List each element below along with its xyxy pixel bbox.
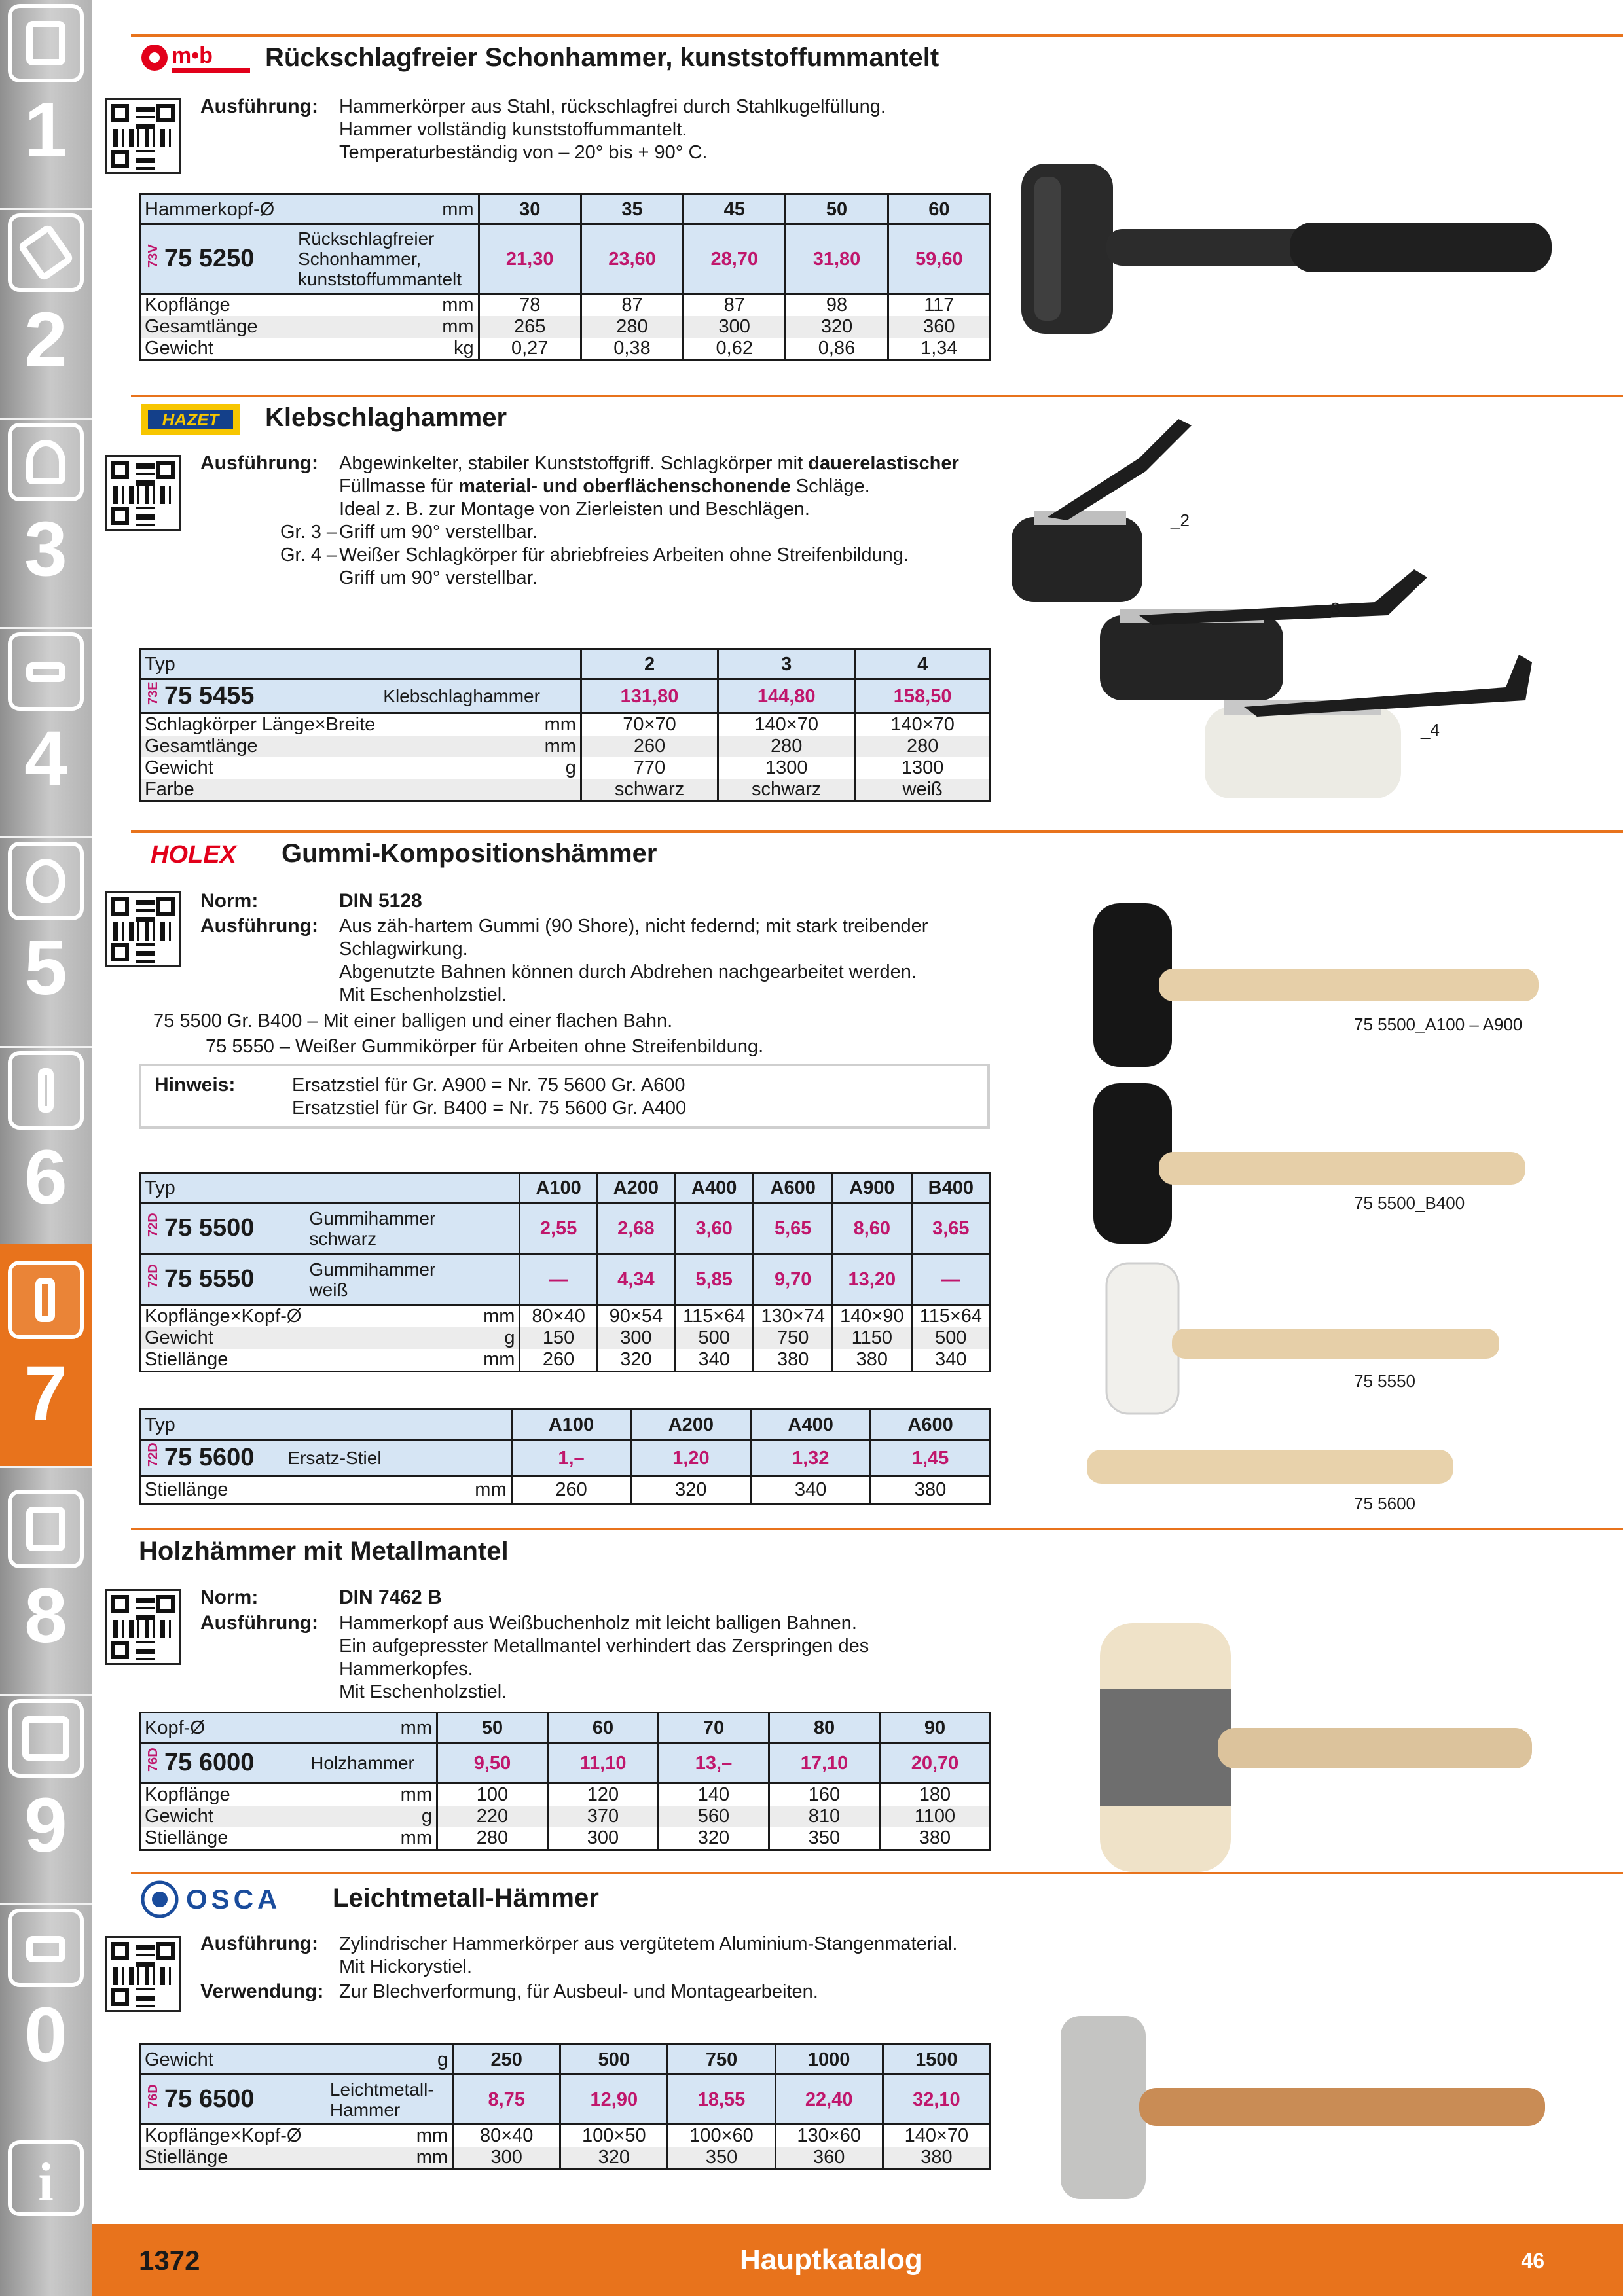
chapter-number: 7	[24, 1350, 67, 1437]
product-table-756000: Kopf-Ø mm 50 60 70 80 90 76D 75 6000 Holzhammer 9,50 11,10 13,– 17,10 20,70 Kopflänge mm 100 120 140 160 180 Gewicht g 220 370 560 810 1100 Stiellänge mm 280 300 320 350 380	[139, 1712, 991, 1851]
section-divider	[131, 830, 1623, 833]
price: 4,34	[597, 1254, 674, 1305]
hint-line: Ersatzstiel für Gr. B400 = Nr. 75 5600 Gr. A400	[292, 1098, 687, 1119]
price: 18,55	[668, 2075, 775, 2125]
section-title: Klebschlaghammer	[265, 403, 507, 432]
brand-text: HAZET	[162, 410, 219, 429]
description-line: Mit Eschenholzstiel.	[339, 1681, 507, 1702]
verwendung-label: Verwendung:	[200, 1981, 324, 2002]
ausfuehrung-label: Ausführung:	[200, 1933, 318, 1954]
saw-blade-icon	[8, 842, 84, 920]
osca-brand-logo	[139, 1878, 322, 1920]
chapter-tab-8[interactable]	[0, 1486, 92, 1695]
mb-brand-logo	[137, 41, 255, 76]
description-line: Griff um 90° verstellbar.	[339, 522, 538, 543]
price: 12,90	[560, 2075, 668, 2125]
price: 8,75	[453, 2075, 560, 2125]
chapter-tab-4[interactable]	[0, 628, 92, 838]
price: 13,–	[658, 1743, 769, 1784]
description-line: Mit Hickorystiel.	[339, 1956, 473, 1977]
qr-code[interactable]	[105, 1589, 181, 1665]
section-title: Holzhämmer mit Metallmantel	[139, 1537, 509, 1566]
holex-brand-logo	[149, 838, 261, 870]
image-caption: 75 5550	[1354, 1371, 1415, 1391]
price: 1,–	[511, 1440, 631, 1477]
product-table-755455: Typ 2 3 4 73E 75 5455 Klebschlaghammer 131,80 144,80 158,50 Schlagkörper Länge×Breite mm 70×70 140×70 140×70 Gesamtlänge mm 260 280 280 Gewicht g 770 1300 1300 Farbe schwarz schwarz weiß	[139, 648, 991, 802]
image-caption: 75 5600	[1354, 1494, 1415, 1513]
description-line: Füllmasse für material- und oberflächenschonende Schläge.	[339, 476, 870, 497]
qr-code[interactable]	[105, 891, 181, 967]
description-line: Ein aufgepresster Metallmantel verhindert das Zerspringen des	[339, 1636, 869, 1657]
dead-blow-hammer-image	[1015, 157, 1604, 353]
price: 5,65	[754, 1203, 833, 1254]
hint-box	[139, 1064, 990, 1129]
description-line: Mit Eschenholzstiel.	[339, 984, 507, 1005]
product-table-756500: Gewicht g 250 500 750 1000 1500 76D 75 6500 Leichtmetall- Hammer 8,75 12,90 18,55 22,40 32,10 Kopflänge×Kopf-Ø mm 80×40 100×50 100×60 130×60 140×70 Stiellänge mm 300 320 350 360 380	[139, 2043, 991, 2170]
rubber-hammers-image	[1087, 897, 1545, 1518]
section-title: Leichtmetall-Hämmer	[333, 1884, 599, 1912]
drill-icon	[8, 4, 84, 82]
chapter-tab-2[interactable]	[0, 209, 92, 419]
price: 1,32	[751, 1440, 871, 1477]
ausfuehrung-label: Ausführung:	[200, 1612, 318, 1634]
price: 11,10	[547, 1743, 658, 1784]
hint-line: Ersatzstiel für Gr. A900 = Nr. 75 5600 Gr. A600	[292, 1075, 685, 1096]
chapter-tab-7[interactable]	[0, 1244, 92, 1466]
image-caption: _3	[1321, 599, 1340, 619]
price: 9,70	[754, 1254, 833, 1305]
ausfuehrung-label: Ausführung:	[200, 452, 318, 474]
price: 17,10	[769, 1743, 879, 1784]
qr-code[interactable]	[105, 455, 181, 531]
page-number: 1372	[139, 2245, 200, 2276]
catalog-title: Hauptkatalog	[740, 2244, 922, 2276]
size-label: Gr. 3 –	[280, 522, 338, 543]
price: 158,50	[855, 679, 991, 713]
section-divider	[131, 1872, 1623, 1874]
article-row[interactable]: 73V 75 5250 Rückschlagfreier Schonhammer, kunststoffummantelt 21,30 23,60 28,70 31,80 59,60	[140, 224, 991, 294]
ausfuehrung-label: Ausführung:	[200, 96, 318, 117]
chapter-sidebar	[0, 0, 92, 2296]
chapter-number: 1	[24, 87, 67, 173]
price: 28,70	[684, 224, 786, 294]
norm-value: DIN 5128	[339, 890, 422, 912]
price: 22,40	[775, 2075, 883, 2125]
description-line: Temperaturbeständig von – 20° bis + 90° C.	[339, 142, 708, 163]
chapter-tab-3[interactable]	[0, 419, 92, 628]
brand-text: m•b	[172, 43, 213, 68]
price: 5,85	[675, 1254, 754, 1305]
description-line: Abgenutzte Bahnen können durch Abdrehen nachgearbeitet werden.	[339, 961, 917, 982]
description-line: Zur Blechverformung, für Ausbeul- und Montagearbeiten.	[339, 1981, 818, 2002]
cabinet-icon	[8, 1699, 84, 1778]
light-metal-hammer-image	[1048, 2003, 1558, 2212]
chapter-tab-6[interactable]	[0, 1047, 92, 1257]
description-line: Ideal z. B. zur Montage von Zierleisten und Beschlägen.	[339, 499, 810, 520]
article-row[interactable]: 72D 75 5550 Gummihammer weiß — 4,34 5,85 9,70 13,20 —	[140, 1254, 991, 1305]
size-label: Gr. 4 –	[280, 545, 338, 565]
section-divider	[131, 34, 1623, 37]
chapter-number: 4	[24, 715, 67, 802]
image-caption: 75 5500_B400	[1354, 1193, 1465, 1213]
product-table-755250: Hammerkopf-Ø mm 30 35 45 50 60 73V 75 5250 Rückschlagfreier Schonhammer, kunststoffummantelt 21,30 23,60 28,70 31,80 59,60 Kopflänge mm 78 87 87 98 117 Gesamtlänge mm 265 280 300 320 360 Gewicht kg 0,27 0,38 0,62 0,86 1,34	[139, 193, 991, 361]
price: 21,30	[479, 224, 581, 294]
price: 1,20	[631, 1440, 751, 1477]
description-line: Hammerkörper aus Stahl, rückschlagfrei durch Stahlkugelfüllung.	[339, 96, 886, 117]
description-line: Hammerkopfes.	[339, 1659, 473, 1679]
chapter-tab-0[interactable]	[0, 1905, 92, 2114]
price: —	[520, 1254, 597, 1305]
description-line: Zylindrischer Hammerkörper aus vergütetem Aluminium-Stangenmaterial.	[339, 1933, 958, 1954]
price: 23,60	[581, 224, 683, 294]
image-caption: _2	[1171, 511, 1190, 530]
note-line: 75 5550 – Weißer Gummikörper für Arbeiten ohne Streifenbildung.	[206, 1036, 764, 1057]
chapter-number: 9	[24, 1782, 67, 1869]
description-line: Abgewinkelter, stabiler Kunststoffgriff. Schlagkörper mit dauerelastischer	[339, 453, 959, 474]
article-row[interactable]: 72D 75 5500 Gummihammer schwarz 2,55 2,68 3,60 5,65 8,60 3,65	[140, 1203, 991, 1254]
section-divider	[131, 1528, 1623, 1530]
insert-icon	[8, 213, 84, 292]
hint-label: Hinweis:	[155, 1074, 236, 1096]
section-title: Gummi-Kompositionshämmer	[282, 839, 657, 868]
description-line: Schlagwirkung.	[339, 939, 468, 960]
image-caption: _4	[1421, 720, 1440, 740]
chuck-icon	[8, 423, 84, 501]
edition-number: 46	[1521, 2249, 1544, 2272]
norm-label: Norm:	[200, 890, 259, 912]
chapter-tab-5[interactable]	[0, 838, 92, 1047]
chapter-number: 0	[24, 1992, 67, 2078]
chapter-number: 5	[24, 925, 67, 1011]
product-table-755500: Typ A100 A200 A400 A600 A900 B400 72D 75 5500 Gummihammer schwarz 2,55 2,68 3,60 5,65 8,60 3,65 72D 75 5550 Gummihammer weiß — 4,34 5,85 9,70 13,20 — Kopflänge×Kopf-Ø mm 80×40 90×54 115×64 130×74 140×90 115×64 Gewicht g 150 300 500 750 1150 500 Stiellänge mm 260 320 340 380 380 340	[139, 1172, 991, 1372]
wrench-icon	[8, 1051, 84, 1130]
page-footer	[92, 2224, 1623, 2296]
chapter-tab-9[interactable]	[0, 1695, 92, 1905]
norm-value: DIN 7462 B	[339, 1587, 442, 1608]
section-title: Rückschlagfreier Schonhammer, kunststoffummantelt	[265, 43, 939, 72]
brand-text: HOLEX	[151, 841, 236, 869]
description-line: Aus zäh-hartem Gummi (90 Shore), nicht federnd; mit stark treibender	[339, 916, 928, 937]
price: 1,45	[871, 1440, 991, 1477]
price: —	[911, 1254, 990, 1305]
safety-gear-icon	[8, 1909, 84, 1987]
price: 3,60	[675, 1203, 754, 1254]
image-caption: 75 5500_A100 – A900	[1354, 1014, 1523, 1034]
norm-label: Norm:	[200, 1587, 259, 1608]
caliper-icon	[8, 632, 84, 711]
info-icon[interactable]: i	[8, 2140, 84, 2216]
description-line: Griff um 90° verstellbar.	[339, 567, 538, 588]
brand-text: OSCA	[186, 1884, 282, 1914]
price: 144,80	[718, 679, 855, 713]
hazet-brand-logo	[140, 403, 249, 437]
chapter-number: 6	[24, 1134, 67, 1221]
description-line: Hammer vollständig kunststoffummantelt.	[339, 119, 687, 140]
article-row[interactable]: 72D 75 5600 Ersatz-Stiel 1,– 1,20 1,32 1,45	[140, 1440, 991, 1477]
price: 20,70	[879, 1743, 990, 1784]
section-divider	[131, 395, 1623, 397]
price: 8,60	[833, 1203, 912, 1254]
product-table-755600: Typ A100 A200 A400 A600 72D 75 5600 Ersatz-Stiel 1,– 1,20 1,32 1,45 Stiellänge mm 260 320 340 380	[139, 1408, 991, 1505]
article-row[interactable]: 76D 75 6000 Holzhammer 9,50 11,10 13,– 17,10 20,70	[140, 1743, 991, 1784]
description-line: Weißer Schlagkörper für abriebfreies Arbeiten ohne Streifenbildung.	[339, 545, 909, 565]
hand-tools-icon	[8, 1261, 84, 1339]
price: 9,50	[437, 1743, 547, 1784]
article-row[interactable]: 73E 75 5455 Klebschlaghammer 131,80 144,80 158,50	[140, 679, 991, 713]
klebschlaghammer-image	[1008, 406, 1545, 805]
wooden-mallet-image	[1087, 1617, 1545, 1892]
chapter-tab-1[interactable]	[0, 0, 92, 209]
chapter-number: 3	[24, 506, 67, 592]
description-line: Hammerkopf aus Weißbuchenholz mit leicht balligen Bahnen.	[339, 1613, 857, 1634]
price: 59,60	[888, 224, 990, 294]
tool-set-icon	[8, 1490, 84, 1568]
qr-code[interactable]	[105, 98, 181, 174]
price: 3,65	[911, 1203, 990, 1254]
chapter-number: 8	[24, 1573, 67, 1659]
price: 2,55	[520, 1203, 597, 1254]
price: 131,80	[581, 679, 718, 713]
price: 13,20	[833, 1254, 912, 1305]
article-row[interactable]: 76D 75 6500 Leichtmetall- Hammer 8,75 12,90 18,55 22,40 32,10	[140, 2075, 991, 2125]
price: 31,80	[786, 224, 888, 294]
chapter-number: 2	[24, 296, 67, 383]
qr-code[interactable]	[105, 1936, 181, 2012]
ausfuehrung-label: Ausführung:	[200, 915, 318, 937]
price: 32,10	[883, 2075, 990, 2125]
price: 2,68	[597, 1203, 674, 1254]
note-line: 75 5500 Gr. B400 – Mit einer balligen und einer flachen Bahn.	[153, 1011, 673, 1031]
